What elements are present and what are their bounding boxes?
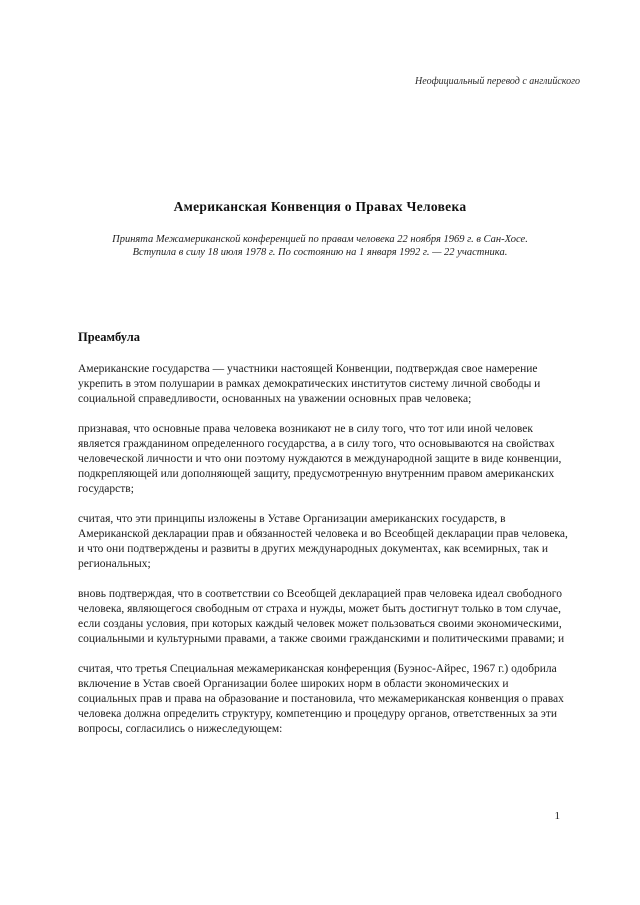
- preamble-paragraph-2: признавая, что основные права человека возникают не в силу того, что тот или иной человек является гражданином определенного государства, а в силу того, что основываются на свойствах человеческой личности и что они поэтому нуждаются в международной защите в виде конвенции, подкрепляющей или дополняющей защиту, предусмотренную внутренним правом американских государств;: [78, 423, 562, 495]
- preamble-paragraph-3: считая, что эти принципы изложены в Уставе Организации американских государств, в Американской декларации прав и обязанностей человека и во Всеобщей декларации прав человека, и что они подтверждены и развиты в других международных документах, как всемирных, так и региональных;: [78, 513, 568, 570]
- page-number: 1: [554, 810, 560, 822]
- subtitle-line-1: Принята Межамериканской конференцией по правам человека 22 ноября 1969 г. в Сан-Хосе.: [112, 234, 528, 245]
- preamble-paragraph-4: вновь подтверждая, что в соответствии со Всеобщей декларацией прав человека идеал свободного человека, являющегося свободным от страха и нужды, может быть достигнут только в том случае, если созданы условия, при которых каждый человек может пользоваться своими экономическими, социальными и культурными правами, а также своими гражданскими и политическими правами; и: [78, 588, 565, 645]
- translation-note: Неофициальный перевод с английского: [415, 76, 580, 87]
- preamble-paragraph-1: Американские государства — участники настоящей Конвенции, подтверждая свое намерение укрепить в этом полушарии в рамках демократических институтов систему личной свободы и социальной справедливости, основанных на уважении основных прав человека;: [78, 363, 541, 405]
- preamble-heading: Преамбула: [78, 330, 140, 344]
- subtitle-line-2: Вступила в силу 18 июля 1978 г. По состоянию на 1 января 1992 г. — 22 участника.: [132, 247, 508, 258]
- document-subtitle: [0, 233, 640, 259]
- document-body: [78, 330, 570, 752]
- document-title: Американская Конвенция о Правах Человека: [173, 199, 467, 214]
- preamble-paragraph-5: считая, что третья Специальная межамериканская конференция (Буэнос-Айрес, 1967 г.) одобрила включение в Устав своей Организации более широких норм в области экономических и социальных прав и права на образование и постановила, что межамериканская конвенция о правах человека должна определить структуру, компетенцию и процедуру органов, ответственных за эти вопросы, согласились о нижеследующем:: [78, 663, 564, 735]
